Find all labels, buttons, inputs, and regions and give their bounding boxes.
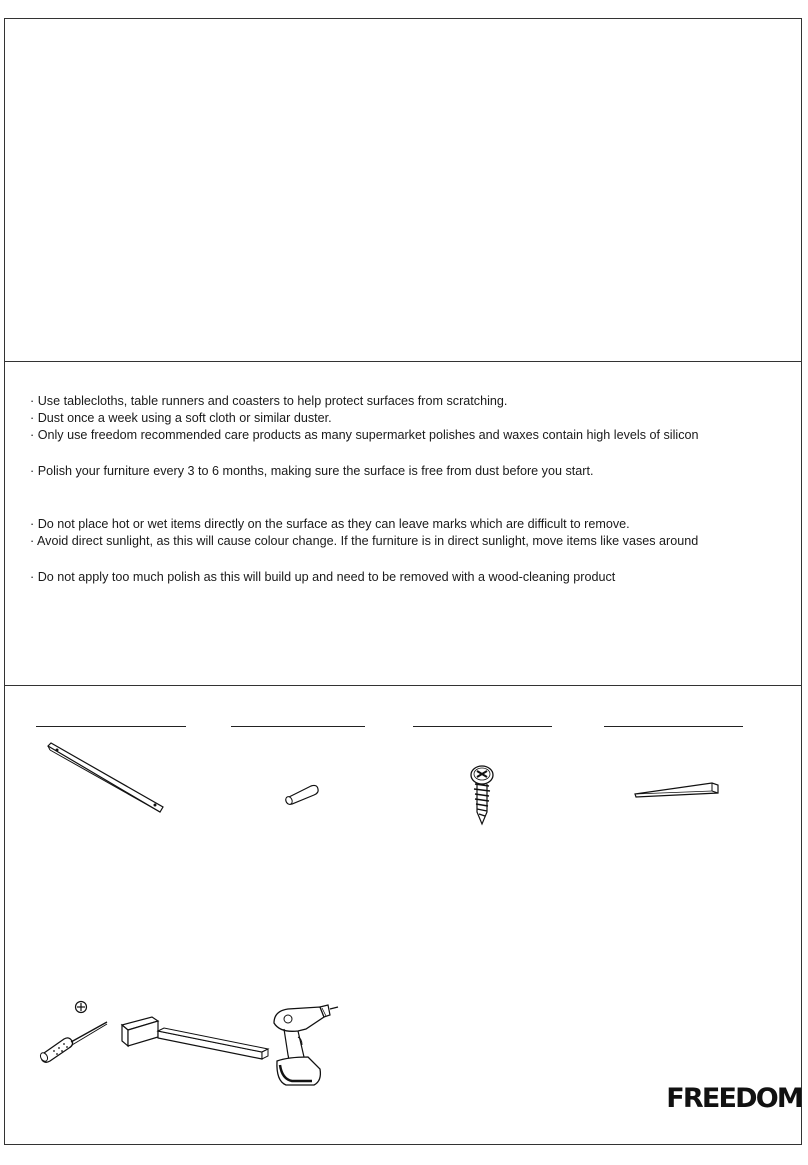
care-line: · Do not apply too much polish as this will build up and need to be removed with a wood-cleaning product [30,570,616,584]
screw-icon [465,762,499,826]
part-label-rule [413,726,552,727]
care-line: · Do not place hot or wet items directly on the surface as they can leave marks which are difficult to remove. [30,517,630,531]
wedge-icon [632,778,722,802]
part-label-rule [231,726,365,727]
care-instructions [30,393,800,586]
care-line: · Avoid direct sunlight, as this will cause colour change. If the furniture is in direct sunlight, move items like vases around [30,534,699,548]
power-drill-icon [274,1005,338,1085]
hammer-icon [122,1017,268,1059]
section-divider [5,361,801,362]
part-label-rule [604,726,743,727]
care-line: · Dust once a week using a soft cloth or similar duster. [30,411,332,425]
care-line: · Use tablecloths, table runners and coasters to help protect surfaces from scratching. [30,394,508,408]
freedom-logo: FREEDOM [666,1083,802,1114]
care-line: · Polish your furniture every 3 to 6 months, making sure the surface is free from dust before you start. [30,464,594,478]
dowel-icon [283,780,323,806]
metal-strap-icon [40,740,170,820]
tools-illustration [36,995,346,1091]
part-label-rule [36,726,186,727]
phillips-screwdriver-icon [39,1022,107,1062]
section-divider [5,685,801,686]
phillips-head-icon [76,1002,87,1013]
care-line: · Only use freedom recommended care products as many supermarket polishes and waxes contain high levels of silicon [30,428,699,442]
